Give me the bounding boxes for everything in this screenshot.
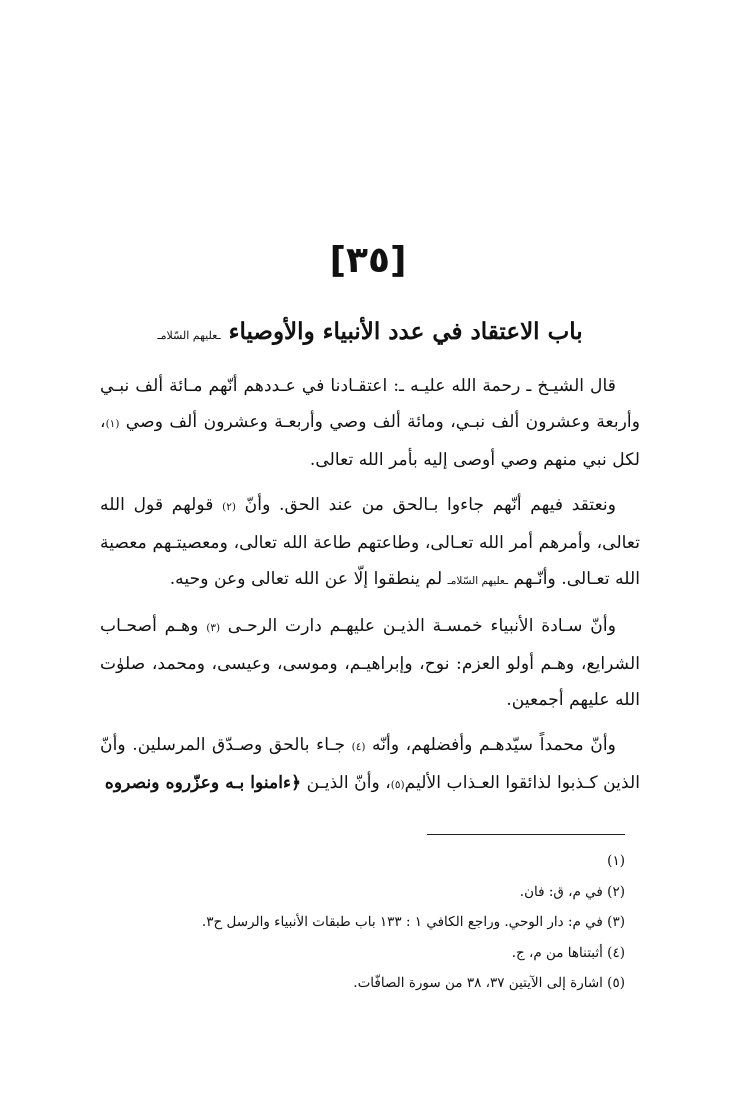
chapter-title: [100, 318, 640, 345]
body-text: [100, 368, 640, 812]
footnote-mark-4: (٤): [351, 741, 366, 753]
footnote-2: (٢) في م، ق: فان.: [519, 883, 625, 900]
footnote-mark-2: (٢): [222, 501, 237, 513]
footnote-5: (٥) اشارة إلى الآيتين ٣٧، ٣٨ من سورة الصافّات.: [353, 975, 625, 991]
footnote-mark-5: (٥): [390, 779, 405, 791]
paragraph-4-text-a: وأنّ محمداً سيّدهـم وأفضلهم، وأنّه: [365, 735, 616, 755]
paragraph-3-text-a: وأنّ سـادة الأنبياء خمسـة الذيـن عليهـم دارت الرحـى: [220, 616, 616, 636]
footnote-4: (٤) أثبتناها من م، ج.: [511, 944, 625, 961]
footnote-mark-1: (١): [105, 418, 120, 430]
footnotes: [100, 846, 625, 999]
chapter-title-note: ـعليهم السّلامـ: [157, 329, 221, 342]
paragraph-2-text-c: لم ينطقوا إلّا عن الله تعالى وعن وحيه.: [169, 569, 448, 589]
paragraph-4: [100, 727, 640, 803]
footnote-3: (٣) في م: دار الوحي. وراجع الكافي ١ : ١٣٣ باب طبقات الأنبياء والرسل ح٣.: [201, 914, 625, 930]
footnote-1: (١): [607, 853, 625, 869]
paragraph-2: [100, 487, 640, 599]
paragraph-2-text-b: قولهم قول الله تعالى، وأمرهم أمر الله تعـالى، وطاعتهم طاعة الله تعالى، ومعصيتـهم معصية الله تعـالى. وأنّـهم: [100, 495, 640, 589]
paragraph-1: [100, 368, 640, 478]
paragraph-1-text-b: ، لكل نبي منهم وصي أوصى إليه بأمر الله تعالى.: [100, 412, 640, 470]
footnote-mark-3: (٣): [206, 622, 221, 634]
paragraph-2-text-a: ونعتقد فيهم أنّهم جاءوا بـالحق من عند الحق. وأنّ: [236, 495, 616, 515]
chapter-title-text: باب الاعتقاد في عدد الأنبياء والأوصياء: [228, 318, 583, 345]
paragraph-3-text-b: وهـم أصحـاب الشرايع، وهـم أولو العزم: نوح، وإبراهيـم، وموسى، وعيسى، ومحمد، صلوٰت الله عليهم أجمعين.: [100, 616, 640, 710]
paragraph-3: [100, 608, 640, 718]
honorific-note: ـعليهم السّلامـ: [447, 575, 509, 587]
quran-quote: ﴿ءامنوا بـه وعزّروه ونصروه: [104, 773, 302, 793]
paragraph-4-text-b: جـاء بالحق وصـدّق المرسلين. وأنّ الذين كـذبوا لذائقوا العـذاب الأليم: [100, 735, 640, 793]
paragraph-4-text-c: ، وأنّ الذيـن: [301, 773, 391, 793]
paragraph-1-text-a: قال الشيـخ ـ رحمة الله عليـه ـ: اعتقـادنا في عـددهم أنّهم مـائة ألف نبـي وأربعة وعشرون ألف نبـي، ومائة ألف وصي وأربعـة وعشرون ألف وصي: [100, 376, 640, 432]
chapter-number: [٣٥]: [329, 240, 407, 281]
footnote-divider: [427, 834, 625, 835]
